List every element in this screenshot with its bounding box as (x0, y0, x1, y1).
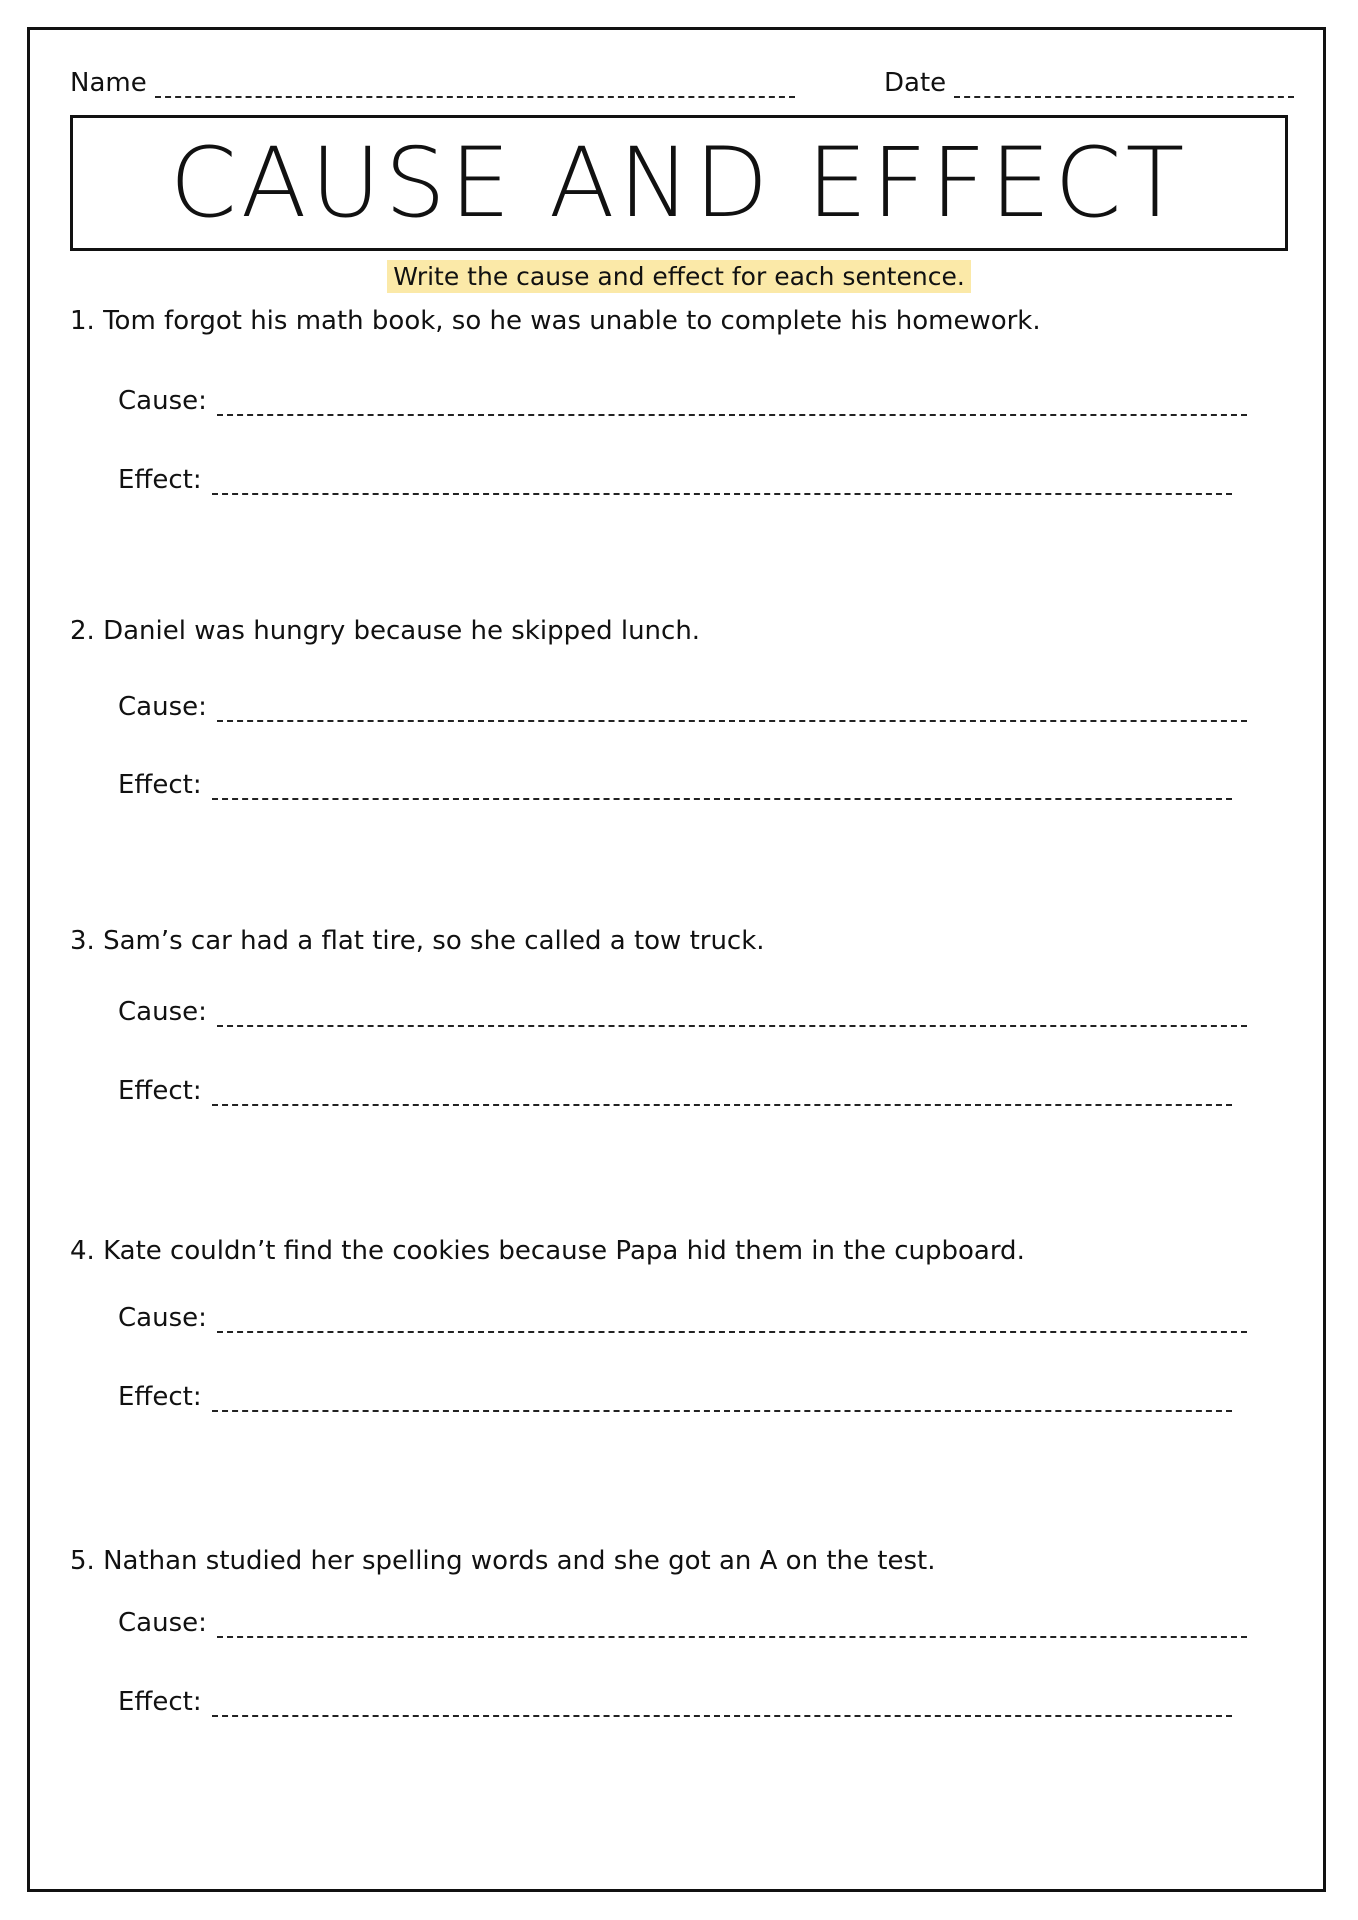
cause-field-2[interactable] (118, 692, 1247, 722)
effect-line[interactable] (212, 778, 1232, 800)
question-3: 3. Sam’s car had a flat tire, so she called a tow truck. (70, 926, 765, 956)
effect-field-1[interactable] (118, 465, 1232, 495)
cause-line[interactable] (217, 1616, 1247, 1638)
cause-label: Cause: (118, 1608, 207, 1638)
question-1: 1. Tom forgot his math book, so he was unable to complete his homework. (70, 306, 1041, 336)
cause-field-3[interactable] (118, 997, 1247, 1027)
cause-label: Cause: (118, 997, 207, 1027)
date-label: Date (884, 68, 947, 98)
effect-field-5[interactable] (118, 1687, 1232, 1717)
effect-label: Effect: (118, 1687, 202, 1717)
effect-line[interactable] (212, 1695, 1232, 1717)
date-field[interactable] (884, 68, 1294, 98)
cause-line[interactable] (217, 394, 1247, 416)
cause-label: Cause: (118, 1303, 207, 1333)
effect-label: Effect: (118, 1382, 202, 1412)
cause-label: Cause: (118, 692, 207, 722)
question-5: 5. Nathan studied her spelling words and she got an A on the test. (70, 1546, 936, 1576)
page-title: CAUSE AND EFFECT (169, 127, 1189, 239)
question-4: 4. Kate couldn’t find the cookies because Papa hid them in the cupboard. (70, 1236, 1025, 1266)
instruction (0, 262, 1358, 291)
effect-label: Effect: (118, 1076, 202, 1106)
cause-field-4[interactable] (118, 1303, 1247, 1333)
cause-field-5[interactable] (118, 1608, 1247, 1638)
effect-label: Effect: (118, 770, 202, 800)
name-label: Name (70, 68, 147, 98)
cause-field-1[interactable] (118, 386, 1247, 416)
cause-line[interactable] (217, 1005, 1247, 1027)
effect-field-2[interactable] (118, 770, 1232, 800)
cause-line[interactable] (217, 700, 1247, 722)
instruction-text: Write the cause and effect for each sentence. (387, 260, 971, 293)
question-2: 2. Daniel was hungry because he skipped lunch. (70, 616, 701, 646)
cause-line[interactable] (217, 1311, 1247, 1333)
date-line[interactable] (954, 74, 1294, 98)
cause-label: Cause: (118, 386, 207, 416)
name-line[interactable] (155, 74, 795, 98)
effect-line[interactable] (212, 1390, 1232, 1412)
effect-label: Effect: (118, 465, 202, 495)
name-field[interactable] (70, 68, 795, 98)
title-box (70, 115, 1288, 251)
effect-line[interactable] (212, 1084, 1232, 1106)
effect-field-3[interactable] (118, 1076, 1232, 1106)
effect-line[interactable] (212, 473, 1232, 495)
effect-field-4[interactable] (118, 1382, 1232, 1412)
